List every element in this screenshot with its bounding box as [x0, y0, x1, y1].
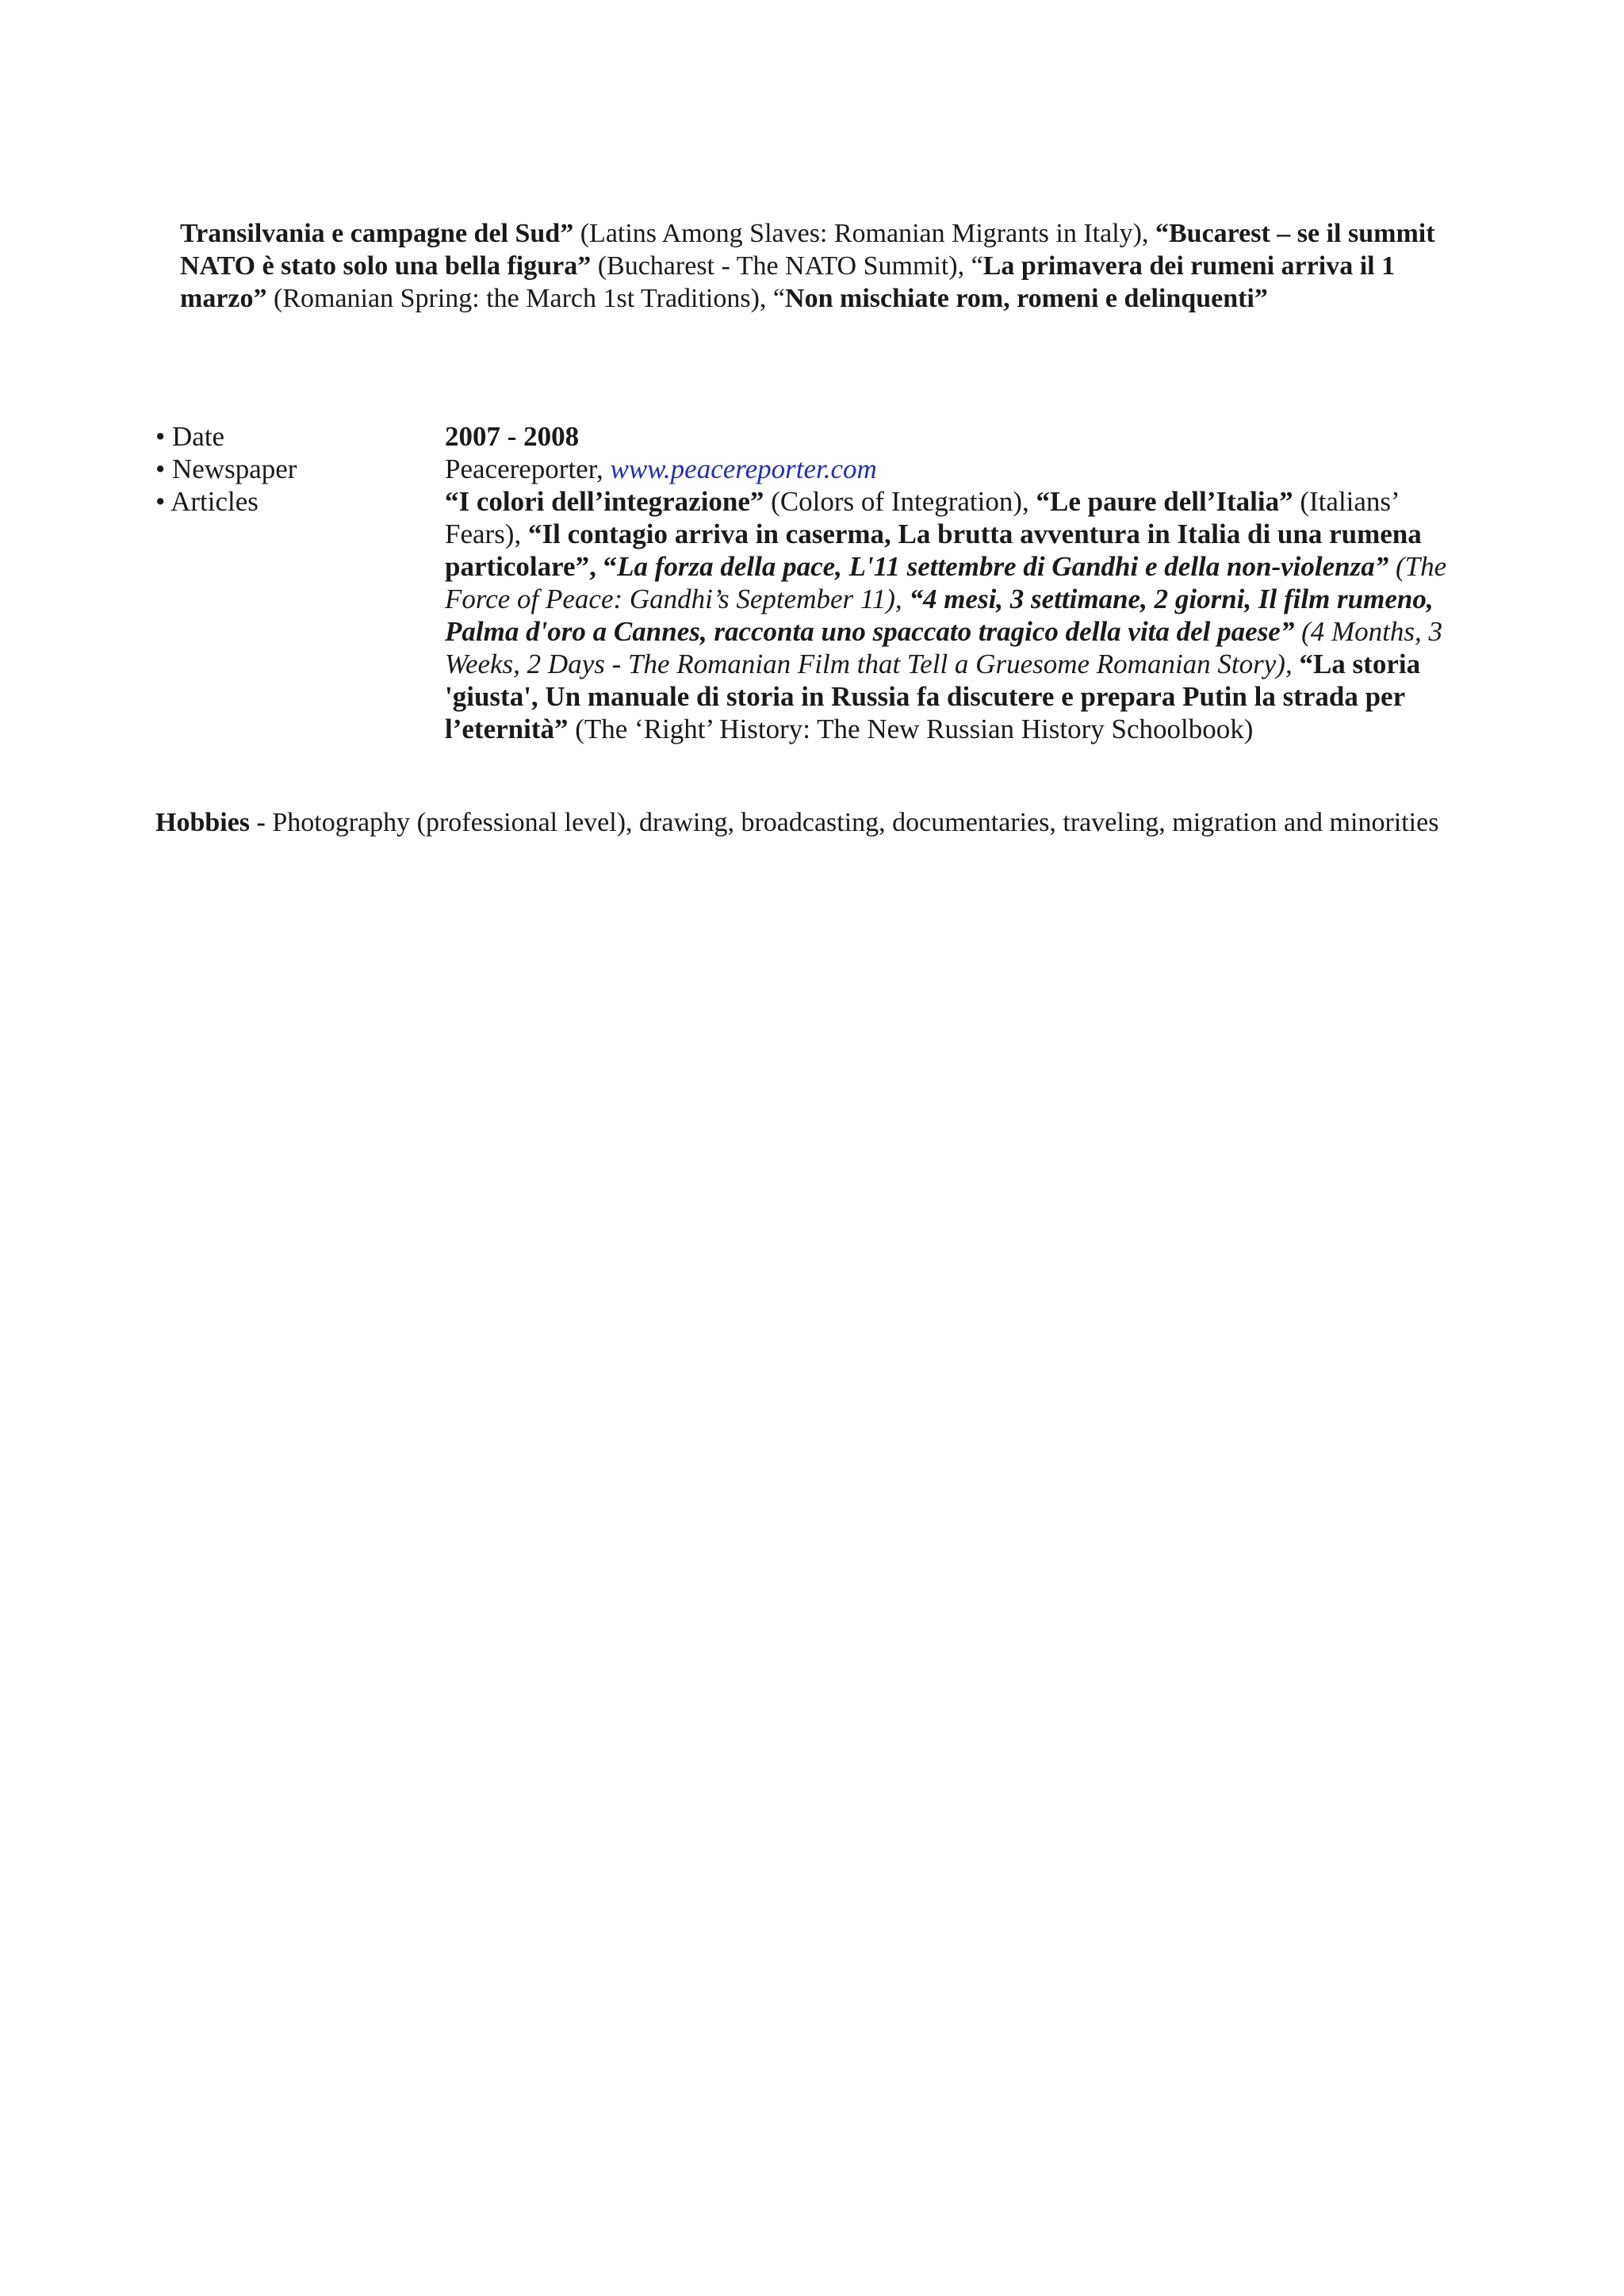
articles-label: • Articles	[155, 486, 259, 517]
hobbies-text: Photography (professional level), drawing, broadcasting, documentaries, traveling, migration and minorities	[272, 808, 1439, 837]
article-translation: (The ‘Right’ History: The New Russian History Schoolbook)	[568, 714, 1254, 744]
articles-continuation	[180, 217, 1480, 315]
article-translation: (Romanian Spring: the March 1st Traditions), “	[266, 284, 786, 313]
article-translation: (Colors of Integration),	[764, 486, 1036, 517]
hobbies-section	[155, 806, 1470, 839]
article-title: “I colori dell’integrazione”	[445, 486, 764, 517]
article-title: “Bucarest – se il summit NATO è stato solo una bella figura”	[180, 219, 1435, 281]
article-translation: (Latins Among Slaves: Romanian Migrants in Italy),	[573, 219, 1155, 248]
date-value: 2007 - 2008	[445, 421, 580, 452]
newspaper-label: • Newspaper	[155, 453, 297, 484]
article-title: Transilvania e campagne del Sud”	[180, 219, 574, 248]
article-translation: (4 Months, 3 Weeks, 2 Days - The Romanian Film that Tell a Gruesome Romanian Story),	[445, 616, 1443, 679]
article-title: “Le paure dell’Italia”	[1036, 486, 1293, 517]
hobbies-label: Hobbies -	[155, 808, 273, 837]
date-label: • Date	[155, 421, 225, 452]
newspaper-link[interactable]: www.peacereporter.com	[610, 453, 877, 484]
newspaper-row	[155, 453, 1472, 485]
article-title: “La storia 'giusta', Un manuale di storia in Russia fa discutere e prepara Putin la strada per l’eternità”	[445, 649, 1421, 744]
articles-row	[155, 485, 1472, 745]
article-title: La primavera dei rumeni arriva il 1 marzo”	[180, 251, 1396, 313]
newspaper-value	[445, 453, 1472, 485]
articles-list	[445, 485, 1472, 745]
article-translation: (Bucharest - The NATO Summit), “	[591, 251, 983, 281]
date-row	[155, 420, 1472, 453]
newspaper-name: Peacereporter,	[445, 453, 611, 484]
article-title: “4 mesi, 3 settimane, 2 giorni, Il film rumeno, Palma d'oro a Cannes, racconta uno spaccato tragico della vita del paese”	[445, 584, 1434, 647]
article-translation: (Italians’ Fears),	[445, 486, 1399, 549]
article-title: Non mischiate rom, romeni e delinquenti”	[785, 284, 1268, 313]
article-title: “Il contagio arriva in caserma, La brutta avventura in Italia di una rumena particolare”, “	[445, 519, 1422, 582]
newspaper-entry	[155, 420, 1472, 745]
article-title: La forza della pace, L'11 settembre di Gandhi e della non-violenza”	[617, 551, 1389, 582]
article-translation: (The Force of Peace: Gandhi’s September 11),	[445, 551, 1447, 614]
